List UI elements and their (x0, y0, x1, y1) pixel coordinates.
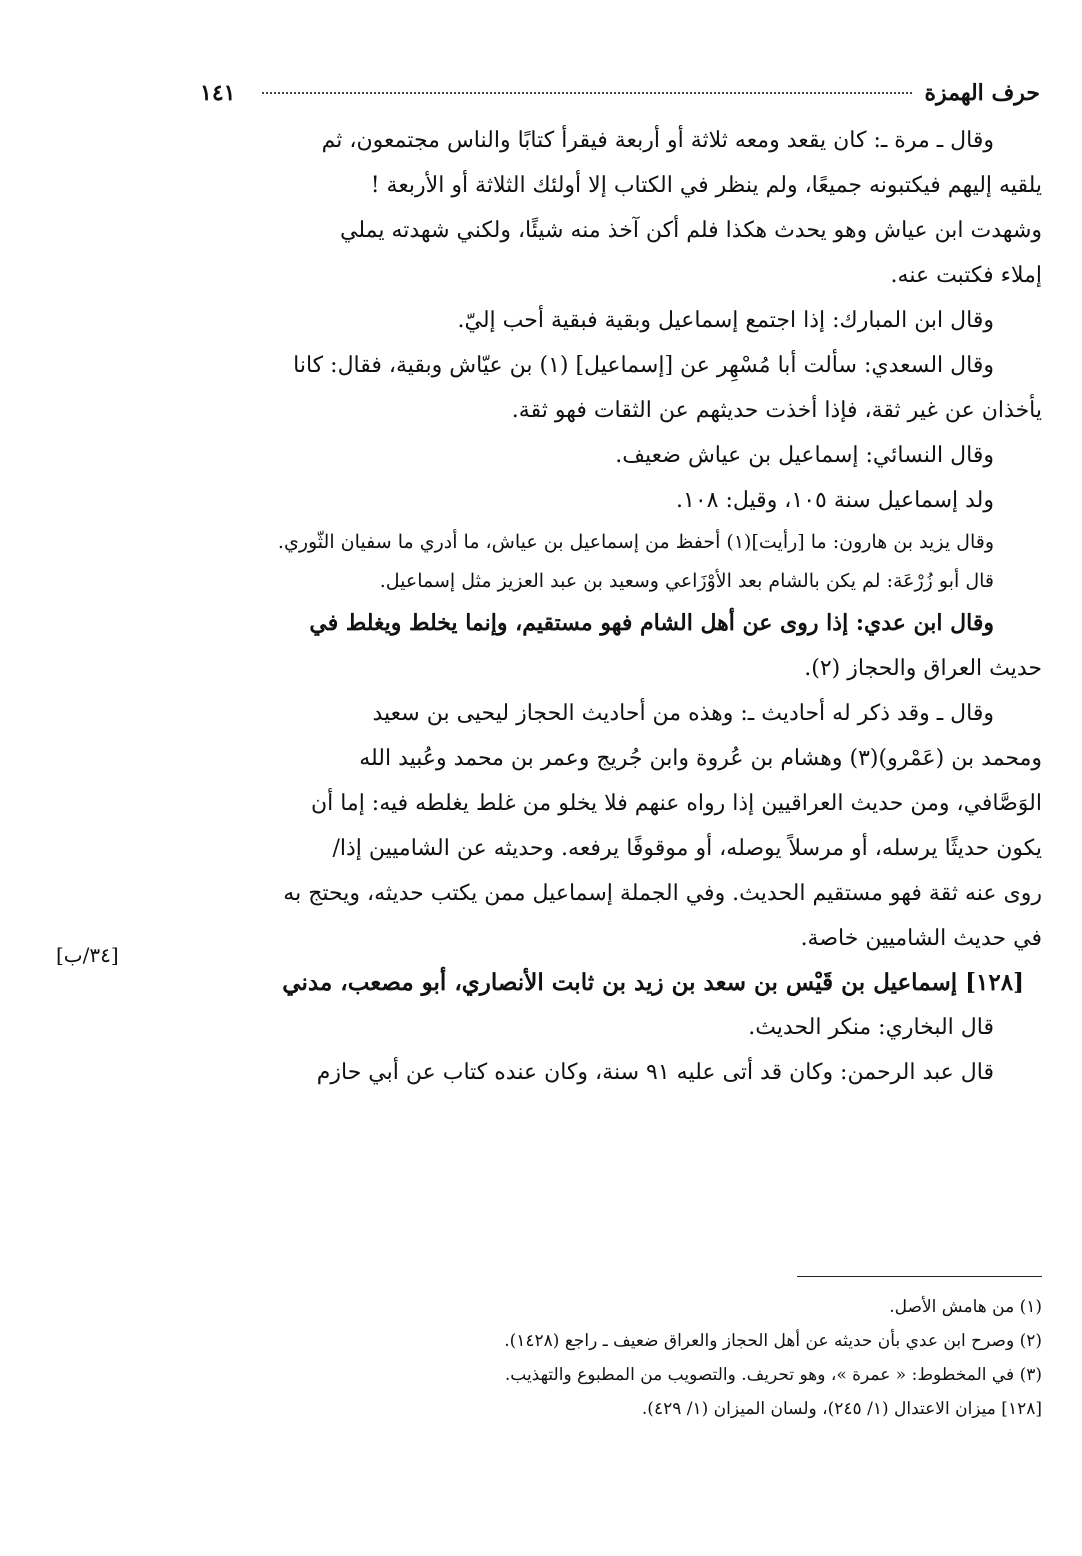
text-line: وقال ابن المبارك: إذا اجتمع إسماعيل وبقية فبقية أحب إليّ. (457, 308, 994, 333)
manuscript-folio-note: [٣٤/ب] (56, 943, 119, 967)
entry-heading: [١٢٨] إسماعيل بن قَيْس بن سعد بن زيد بن ثابت الأنصاري، أبو مصعب، مدني (282, 969, 1024, 996)
text-line: وقال ابن عدي: إذا روى عن أهل الشام فهو مستقيم، وإنما يخلط ويغلط في (309, 610, 994, 636)
text-line: إملاء فكتبت عنه. (890, 263, 1042, 288)
footnotes (300, 1290, 1042, 1426)
text-line: وقال ـ مرة ـ: كان يقعد ومعه ثلاثة أو أربعة فيقرأ كتابًا والناس مجتمعون، ثم (321, 128, 994, 153)
text-line: حديث العراق والحجاز (٢). (804, 656, 1042, 681)
text-line: وقال ـ وقد ذكر له أحاديث ـ: وهذه من أحاديث الحجاز ليحيى بن سعيد (372, 701, 994, 726)
footnote: (٣) في المخطوط: « عمرة »، وهو تحريف. والتصويب من المطبوع والتهذيب. (504, 1365, 1042, 1385)
text-line: وشهدت ابن عياش وهو يحدث هكذا فلم أكن آخذ منه شيئًا، ولكني شهدته يملي (340, 218, 1042, 243)
header-dotted-rule (262, 92, 912, 94)
text-line: وقال السعدي: سألت أبا مُسْهِر عن [إسماعيل] (١) بن عيّاش وبقية، فقال: كانا (293, 353, 994, 378)
main-text (160, 118, 1042, 1095)
text-line: قال أبو زُرْعَة: لم يكن بالشام بعد الأوْزَاعي وسعيد بن عبد العزيز مثل إسماعيل. (379, 570, 994, 592)
text-line: ومحمد بن (عَمْرو)(٣) وهشام بن عُروة وابن جُريج وعمر بن محمد وعُبيد الله (359, 746, 1042, 771)
footnote: (١) من هامش الأصل. (889, 1297, 1042, 1317)
footnote: [١٢٨] ميزان الاعتدال (١/ ٢٤٥)، ولسان الميزان (١/ ٤٢٩). (641, 1399, 1042, 1419)
text-line: الوَصَّافي، ومن حديث العراقيين إذا رواه عنهم فلا يخلو من غلط يغلطه فيه: إما أن (310, 791, 1042, 816)
chapter-title: حرف الهمزة (924, 80, 1040, 106)
text-line: يلقيه إليهم فيكتبونه جميعًا، ولم ينظر في الكتاب إلا أولئك الثلاثة أو الأربعة ! (370, 173, 1042, 198)
footnote: (٢) وصرح ابن عدي بأن حديثه عن أهل الحجاز والعراق ضعيف ـ راجع (١٤٢٨). (504, 1331, 1042, 1351)
text-line: يأخذان عن غير ثقة، فإذا أخذت حديثهم عن الثقات فهو ثقة. (511, 398, 1042, 423)
text-line: وقال يزيد بن هارون: ما [رأيت](١) أحفظ من إسماعيل بن عياش، ما أدري ما سفيان الثّوري. (277, 531, 994, 553)
text-line: يكون حديثًا يرسله، أو مرسلاً يوصله، أو موقوفًا يرفعه. وحديثه عن الشاميين إذا/ (332, 836, 1042, 861)
text-line: روى عنه ثقة فهو مستقيم الحديث. وفي الجملة إسماعيل ممن يكتب حديثه، ويحتج به (283, 881, 1042, 906)
page-number: ١٤١ (200, 80, 236, 106)
text-line: قال البخاري: منكر الحديث. (748, 1015, 994, 1040)
footnote-separator (797, 1276, 1042, 1277)
body-lines (160, 118, 1042, 961)
page-header (200, 78, 1040, 108)
text-line: قال عبد الرحمن: وكان قد أتى عليه ٩١ سنة، وكان عنده كتاب عن أبي حازم (316, 1060, 994, 1085)
text-line: في حديث الشاميين خاصة. (800, 926, 1042, 951)
text-line: وقال النسائي: إسماعيل بن عياش ضعيف. (615, 443, 994, 468)
text-line: ولد إسماعيل سنة ١٠٥، وقيل: ١٠٨. (676, 488, 994, 513)
entry-lines (160, 1005, 1042, 1095)
